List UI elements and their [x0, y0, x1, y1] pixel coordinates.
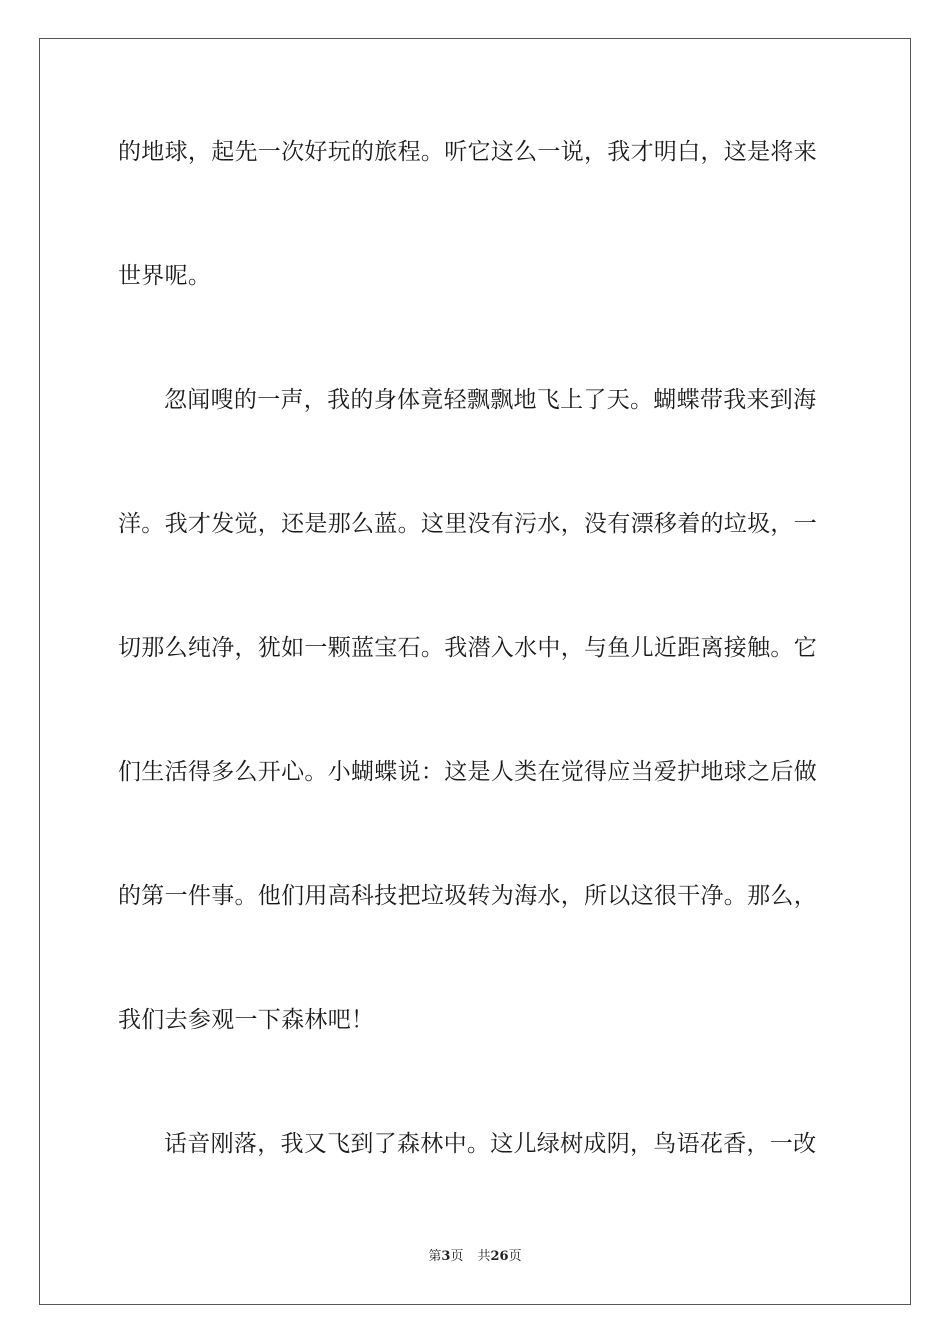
text-line: 的第一件事。他们用高科技把垃圾转为海水，所以这很干净。那么， [118, 883, 817, 909]
text-line: 世界呢。 [118, 263, 212, 289]
paragraph-start-line: 忽闻嗖的一声，我的身体竟轻飘飘地飞上了天。蝴蝶带我来到海 [164, 387, 817, 413]
text-line: 洋。我才发觉，还是那么蓝。这里没有污水，没有漂移着的垃圾，一 [118, 511, 817, 537]
paragraph-start-line: 话音刚落，我又飞到了森林中。这儿绿树成阴，鸟语花香，一改 [164, 1131, 817, 1157]
page-border [39, 38, 911, 1305]
total-pages-number: 26 [490, 1249, 509, 1264]
text-line: 切那么纯净，犹如一颗蓝宝石。我潜入水中，与鱼儿近距离接触。它 [118, 635, 817, 661]
text-line: 的地球，起先一次好玩的旅程。听它这么一说，我才明白，这是将来 [118, 139, 817, 165]
current-page-number: 3 [441, 1249, 451, 1264]
total-pages-indicator: 共26页 [477, 1249, 522, 1264]
text-line: 我们去参观一下森林吧！ [118, 1007, 375, 1033]
text-line: 们生活得多么开心。小蝴蝶说：这是人类在觉得应当爱护地球之后做 [118, 759, 817, 785]
page-indicator: 第3页 [428, 1249, 464, 1264]
page-footer [0, 1248, 950, 1266]
